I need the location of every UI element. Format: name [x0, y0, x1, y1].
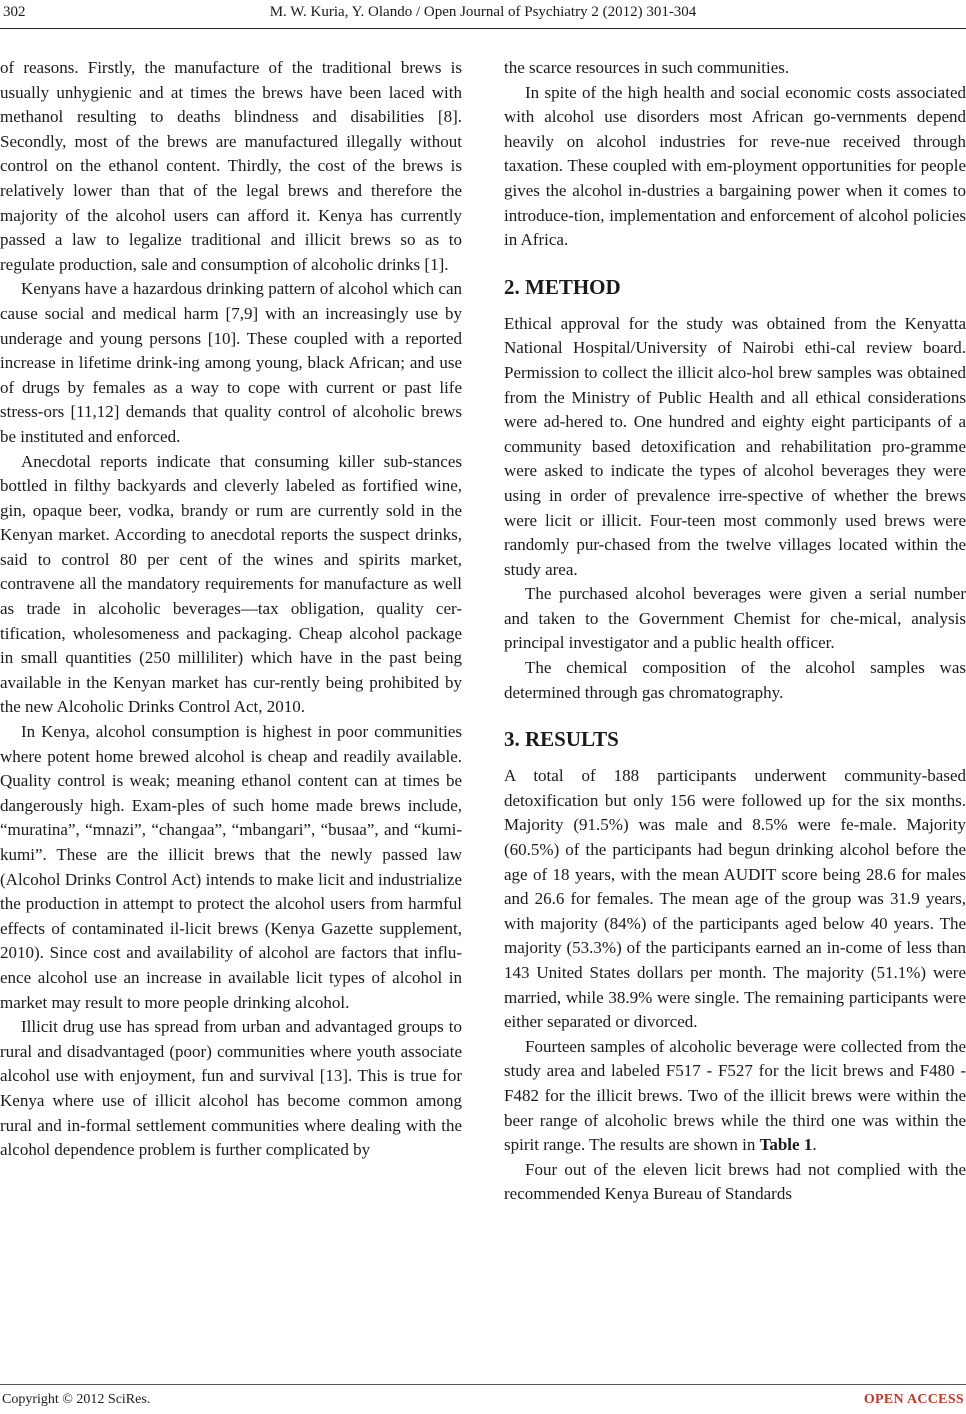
table-reference[interactable]: Table 1	[759, 1135, 813, 1155]
page-number: 302	[3, 4, 26, 20]
paragraph: Four out of the eleven licit brews had not complied with the recommended Kenya Bureau of Standards	[504, 1159, 966, 1204]
section-heading-method: 2. METHOD	[504, 274, 621, 299]
copyright-notice: Copyright © 2012 SciRes.	[2, 1392, 151, 1407]
paragraph: The chemical composition of the alcohol samples was determined through gas chromatography.	[504, 658, 966, 702]
right-column	[504, 56, 966, 1207]
paragraph-text: Fourteen samples of alcoholic beverage were collected from the study area and labeled F517 - F527 for the licit brews and F480 - F482 for the illicit brews. Two of the illicit brews were within the beer range of alcoholic brews while the third one was within the spirit range. The results are shown in	[504, 1036, 966, 1155]
open-access-label: OPEN ACCESS	[863, 1392, 964, 1407]
paragraph: Kenyans have a hazardous drinking pattern of alcohol which can cause social and medical harm [7,9] with an increasingly use by underage and young persons [10]. These coupled with a reported increase in lifetime drink-ing among young, black African; and use of drugs by females as a way to cope with current or past life stress-ors [11,12] demands that quality control of alcoholic brews be instituted and enforced.	[0, 279, 462, 446]
paragraph: The purchased alcohol beverages were given a serial number and taken to the Government Chemist for che-mical, analysis principal investigator and a public health officer.	[504, 584, 966, 653]
page-header	[0, 0, 966, 32]
paragraph: Ethical approval for the study was obtained from the Kenyatta National Hospital/University of Nairobi ethi-cal review board. Permission to collect the illicit alco-hol brew samples was obtained from the Ministry of Public Health and all ethical considerations were ad-hered to. One hundred and eighty eight participants of a community based detoxification and rehabilitation pro-gramme were asked to indicate the types of alcohol beverages they were using in order of prevalence irre-spective of whether the brews were licit or illicit. Four-teen most commonly used brews were randomly pur-chased from the twelve villages located within the study area.	[504, 313, 966, 579]
section-heading-results: 3. RESULTS	[504, 727, 619, 752]
paragraph: the scarce resources in such communities.	[504, 58, 790, 77]
header-rule	[0, 28, 966, 29]
paragraph	[504, 1035, 966, 1158]
paragraph: In spite of the high health and social economic costs associated with alcohol use disorders most African go-vernments depend heavily on alcohol industries for reve-nue received through taxation. These coupled with em-ployment opportunities for people gives the alcohol in-dustries a bargaining power when it comes to introduce-tion, implementation and enforcement of alcohol policies in Africa.	[504, 82, 966, 250]
paragraph: A total of 188 participants underwent community-based detoxification but only 156 were followed up for the six months. Majority (91.5%) was male and 8.5% were fe-male. Majority (60.5%) of the participants had begun drinking alcohol before the age of 18 years, with the mean AUDIT score being 28.6 for males and 26.6 for females. The mean age of the group was 31.9 years, with majority (84%) of the participants aged below 40 years. The majority (53.3%) of the participants earned an in-come of less than 143 United States dollars per month. The majority (51.1%) were married, while 38.9% were single. The remaining participants were either separated or divorced.	[504, 766, 966, 1032]
paragraph: In Kenya, alcohol consumption is highest in poor communities where potent home brewed alcohol is cheap and readily available. Quality control is weak; meaning ethanol content can at times be dangerously high. Exam-ples of such home made brews include, “muratina”, “mnazi”, “changaa”, “mbangari”, “busaa”, and “kumi-kumi”. These are the illicit brews that the newly passed law (Alcohol Drinks Control Act) intends to make licit and industrialize the production in attempt to protect the alcohol users from harmful effects of contaminated il-licit brews (Kenya Gazette supplement, 2010). Since cost and availability of alcohol are factors that influ-ence alcohol use an increase in available licit types of alcohol in market may result to more people drinking alcohol.	[0, 722, 462, 1012]
paragraph: Anecdotal reports indicate that consuming killer sub-stances bottled in filthy backyards and cleverly labeled as fortified wine, gin, opaque beer, vodka, brandy or rum are currently sold in the Kenyan market. According to anecdotal reports the suspect drinks, said to control 80 per cent of the wines and spirits market, contravene all the mandatory requirements for manufacture as well as trade in alcoholic beverages—tax obligation, quality cer-tification, wholesomeness and packaging. Cheap alcohol package in small quantities (250 milliliter) which have in the past being available in the Kenyan market has cur-rently being prohibited by the new Alcoholic Drinks Control Act, 2010.	[0, 451, 462, 717]
journal-citation: M. W. Kuria, Y. Olando / Open Journal of Psychiatry 2 (2012) 301-304	[269, 4, 697, 20]
paragraph: Illicit drug use has spread from urban and advantaged groups to rural and disadvantaged (poor) communities where youth associate alcohol use with enjoyment, fun and survival [13]. This is true for Kenya where use of illicit alcohol has become common among rural and in-formal settlement communities where dealing with the alcohol dependence problem is further complicated by	[0, 1017, 462, 1160]
left-column	[0, 56, 462, 1163]
paragraph-text: .	[812, 1135, 817, 1155]
paragraph: of reasons. Firstly, the manufacture of the traditional brews is usually unhygienic and at times the brews have been laced with methanol resulting to deaths blindness and disabilities [8]. Secondly, most of the brews are manufactured illegally without control on the ethanol content. Thirdly, the cost of the brews is relatively lower than that of the legal brews and therefore the majority of the alcohol users can afford it. Kenya has currently passed a law to legalize traditional and illicit brews so as to regulate production, sale and consumption of alcoholic drinks [1].	[0, 58, 462, 274]
footer-rule	[0, 1384, 966, 1385]
